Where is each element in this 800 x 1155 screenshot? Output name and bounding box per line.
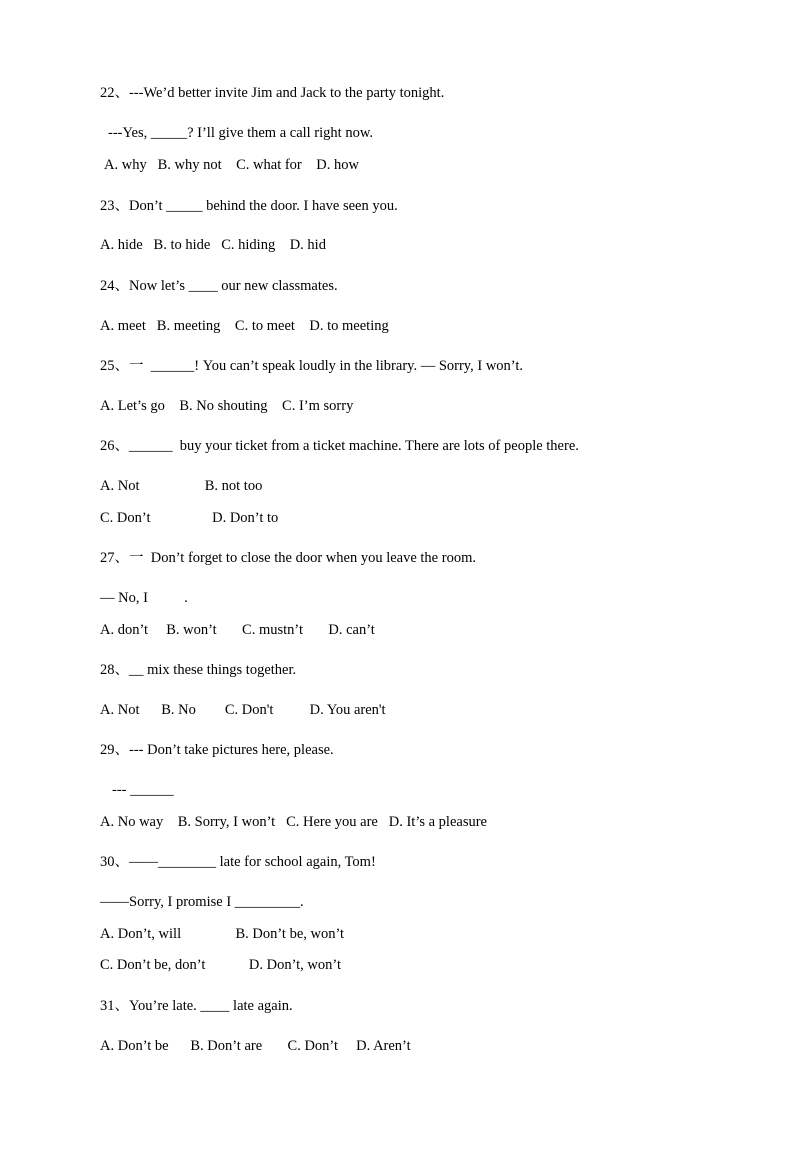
q31-question: 31、You’re late. ____ late again. xyxy=(100,998,293,1014)
q29-response: --- ______ xyxy=(112,782,174,798)
q26-options-row2: C. Don’t D. Don’t to xyxy=(100,510,279,526)
q30-question: 30、——________ late for school again, Tom! xyxy=(100,854,376,870)
q27-response: — No, I . xyxy=(100,590,188,606)
q23-question: 23、Don’t _____ behind the door. I have seen you. xyxy=(100,198,398,214)
q26-question: 26、______ buy your ticket from a ticket machine. There are lots of people there. xyxy=(100,438,579,454)
q31-options: A. Don’t be B. Don’t are C. Don’t D. Aren’t xyxy=(100,1038,411,1054)
q29-question: 29、--- Don’t take pictures here, please. xyxy=(100,742,334,758)
q24-options: A. meet B. meeting C. to meet D. to meeting xyxy=(100,318,389,334)
q30-options-row1: A. Don’t, will B. Don’t be, won’t xyxy=(100,926,345,942)
q24-question: 24、Now let’s ____ our new classmates. xyxy=(100,278,338,294)
q25-options: A. Let’s go B. No shouting C. I’m sorry xyxy=(100,398,354,414)
q30-response: ——Sorry, I promise I _________. xyxy=(100,894,304,910)
q27-options: A. don’t B. won’t C. mustn’t D. can’t xyxy=(100,622,375,638)
q29-options: A. No way B. Sorry, I won’t C. Here you are D. It’s a pleasure xyxy=(100,814,487,830)
q23-options: A. hide B. to hide C. hiding D. hid xyxy=(100,237,326,253)
q22-response: ---Yes, _____? I’ll give them a call right now. xyxy=(108,125,373,141)
q30-options-row2: C. Don’t be, don’t D. Don’t, won’t xyxy=(100,957,341,973)
q25-question: 25、一 ______! You can’t speak loudly in the library. — Sorry, I won’t. xyxy=(100,358,524,374)
q28-question: 28、__ mix these things together. xyxy=(100,662,297,678)
q26-options-row1: A. Not B. not too xyxy=(100,478,263,494)
q28-options: A. Not B. No C. Don't D. You aren't xyxy=(100,702,386,718)
q22-question: 22、---We’d better invite Jim and Jack to the party tonight. xyxy=(100,85,445,101)
q22-options: A. why B. why not C. what for D. how xyxy=(104,157,359,173)
q27-question: 27、一 Don’t forget to close the door when you leave the room. xyxy=(100,550,476,566)
